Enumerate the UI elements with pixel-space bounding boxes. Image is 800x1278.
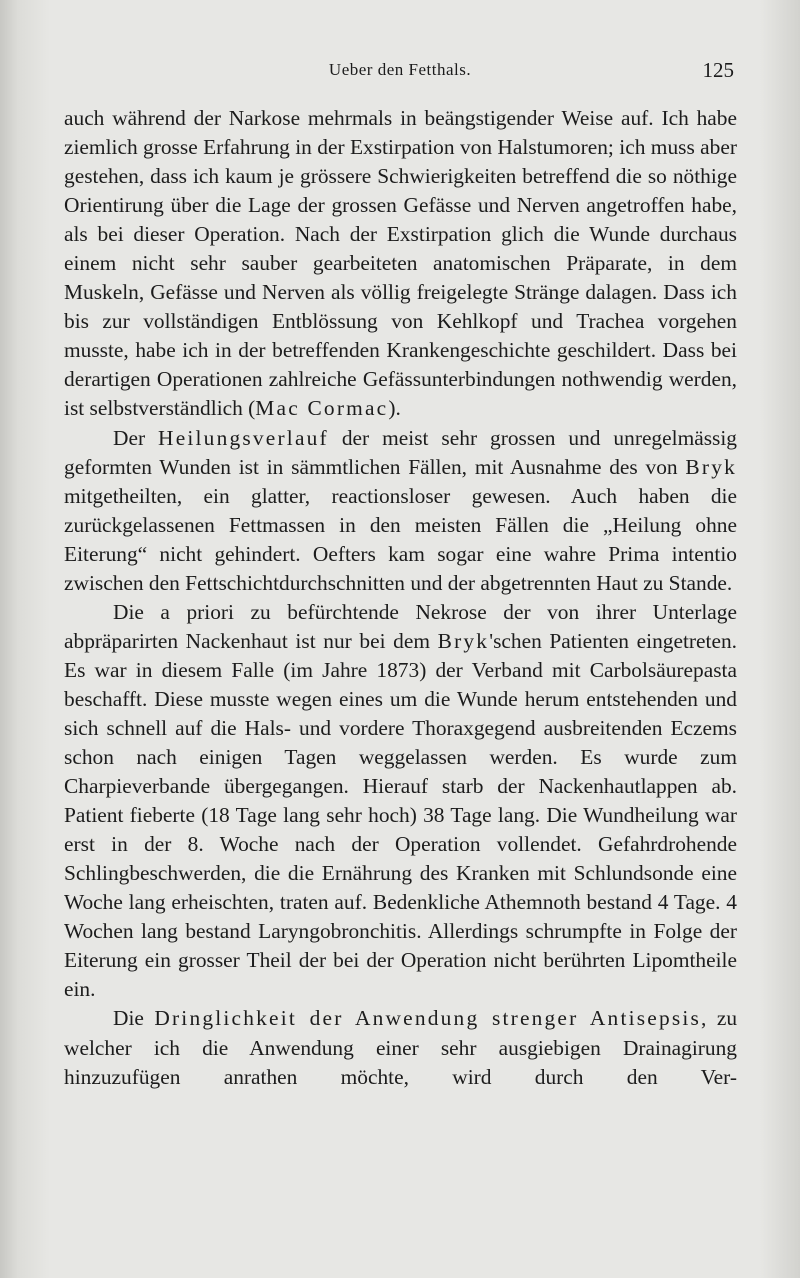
term-dringlichkeit: Dringlichkeit der Anwendung strenger Antisepsis — [154, 1006, 702, 1031]
paragraph-3 — [64, 598, 737, 1005]
running-title: Ueber den Fetthals. — [328, 60, 472, 79]
paragraph-1-text: auch während der Narkose mehrmals in beängstigender Weise auf. Ich habe ziemlich grosse Erfahrung in der Exstirpation von Halstumoren; ich muss aber gestehen, dass ich kaum je grössere Schwierigkeiten betreffend die so nöthige Orientirung über die Lage der grossen Gefässe und Nerven angetroffen habe, als bei dieser Operation. Nach der Exstirpation glich die Wunde durchaus einem nicht sehr sauber gearbeiteten anatomischen Präparate, in dem Muskeln, Gefässe und Nerven als völlig freigelegte Stränge dalagen. Dass ich bis zur vollständigen Entblössung von Kehlkopf und Trachea vorgehen musste, habe ich in der betreffenden Krankengeschichte geschildert. Dass bei derartigen Operationen zahlreiche Gefässunterbindungen nothwendig werden, ist selbstverständlich ( — [64, 106, 737, 421]
paragraph-1-end: ). — [388, 396, 401, 421]
page-header — [0, 58, 800, 88]
paragraph-2-text: Der — [113, 425, 159, 450]
body-text — [64, 104, 737, 1092]
paragraph-2 — [64, 424, 737, 598]
author-name-bryk-2: Bryk — [437, 628, 490, 653]
paragraph-4-text: Die — [113, 1006, 155, 1031]
term-heilungsverlauf: Heilungsverlauf — [158, 425, 329, 450]
author-name-bryk: Bryk — [685, 454, 737, 479]
paragraph-2-text-c: mitgetheilten, ein glatter, reactionsloser gewesen. Auch haben die zurückgelassenen Fettmassen in den meisten Fällen die „Heilung ohne Eiterung“ nicht gehindert. Oefters kam sogar eine wahre Prima intentio zwischen den Fettschichtdurchschnitten und der abgetrennten Haut zu Stande. — [64, 483, 737, 595]
paragraph-4-text-b: , zu welcher ich die Anwendung einer sehr ausgiebigen Drainagirung hinzuzufügen anrathen möchte, wird durch den Ver- — [64, 1006, 738, 1089]
page-number: 125 — [702, 58, 734, 82]
paragraph-1 — [64, 104, 737, 424]
paragraph-3-text: Die a priori zu befürchtende Nekrose der von ihrer Unterlage abpräparirten Nackenhaut ist nur bei dem — [64, 599, 737, 653]
paragraph-4 — [64, 1004, 737, 1091]
paragraph-2-text-b: der meist sehr grossen und unregelmässig geformten Wunden ist in sämmtlichen Fällen, mit Ausnahme des von — [64, 425, 737, 479]
paragraph-3-text-b: 'schen Patienten eingetreten. Es war in diesem Falle (im Jahre 1873) der Verband mit Carbolsäurepasta beschafft. Diese musste wegen eines um die Wunde herum entstehenden und sich schnell auf die Hals- und vordere Thoraxgegend ausbreitenden Eczems schon nach einigen Tagen weggelassen werden. Es wurde zum Charpieverbande übergegangen. Hierauf starb der Nackenhautlappen ab. Patient fieberte (18 Tage lang sehr hoch) 38 Tage lang. Die Wundheilung war erst in der 8. Woche nach der Operation vollendet. Gefahrdrohende Schlingbeschwerden, die die Ernährung des Kranken mit Schlundsonde eine Woche lang erheischten, traten auf. Bedenkliche Athemnoth bestand 4 Tage. 4 Wochen lang bestand Laryngobronchitis. Allerdings schrumpfte in Folge der Eiterung ein grosser Theil der bei der Operation nicht berührten Lipomtheile ein. — [64, 628, 737, 1002]
author-name-mac-cormac: Mac Cormac — [255, 396, 389, 421]
